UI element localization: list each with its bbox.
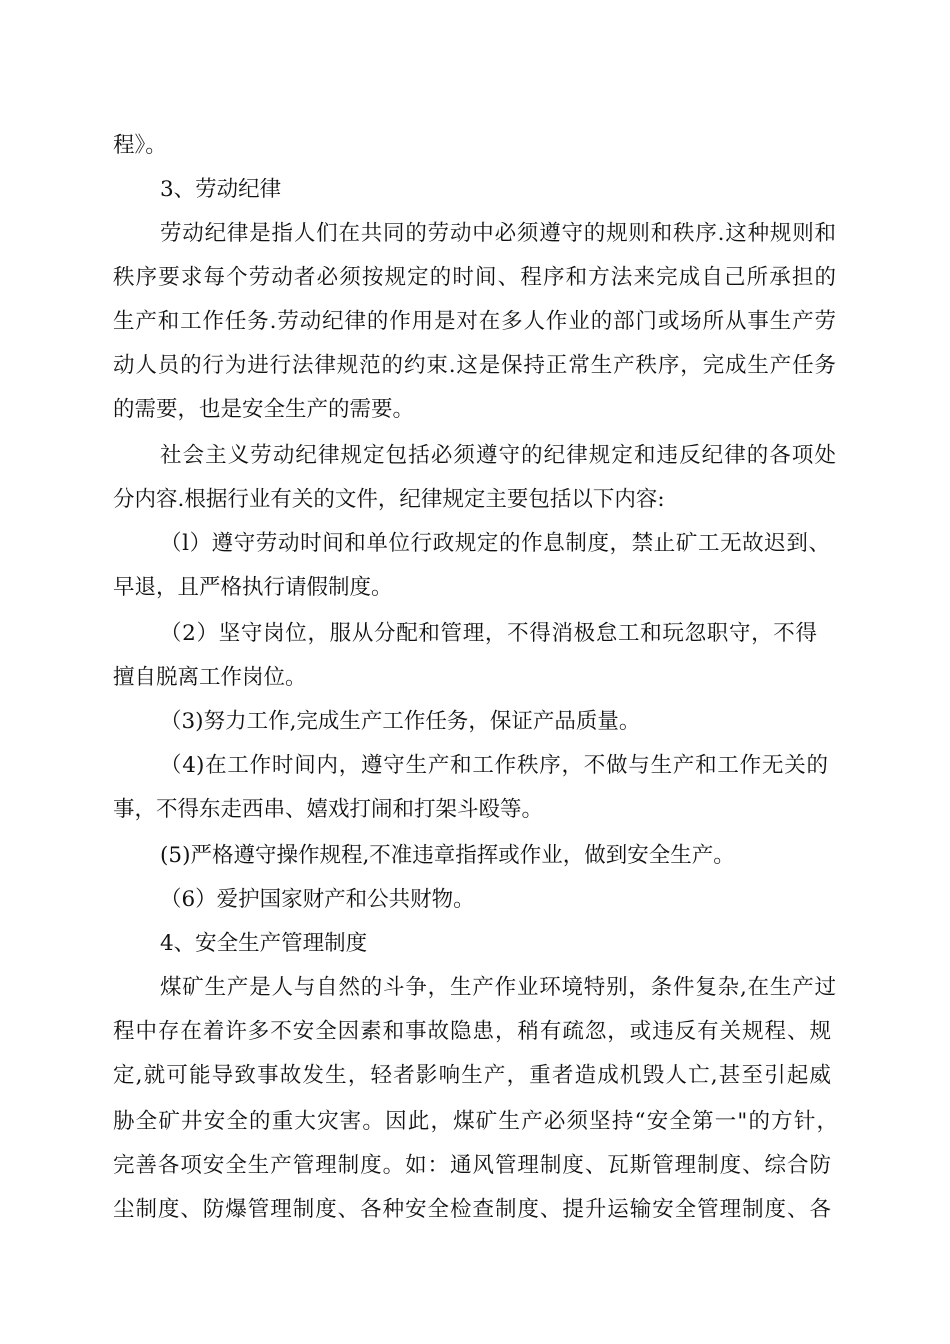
list-item: （3)努力工作,完成生产工作任务，保证产品质量。 <box>160 709 641 734</box>
text-line: 劳动纪律是指人们在共同的劳动中必须遵守的规则和秩序.这种规则和 <box>160 221 836 246</box>
text-line: 擅自脱离工作岗位。 <box>113 665 307 690</box>
list-item: （4)在工作时间内，遵守生产和工作秩序，不做与生产和工作无关的 <box>160 753 828 778</box>
text-line: 定,就可能导致事故发生，轻者影响生产，重者造成机毁人亡,甚至引起威 <box>113 1063 831 1088</box>
text-line: 秩序要求每个劳动者必须按规定的时间、程序和方法来完成自己所承担的 <box>113 265 836 290</box>
list-item: （2）坚守岗位，服从分配和管理，不得消极怠工和玩忽职守，不得 <box>160 621 817 646</box>
text-line: 胁全矿井安全的重大灾害。因此，煤矿生产必须坚持“安全第一"的方针， <box>113 1109 838 1134</box>
text-line: 早退，且严格执行请假制度。 <box>113 575 393 600</box>
text-line: 生产和工作任务.劳动纪律的作用是对在多人作业的部门或场所从事生产劳 <box>113 309 836 334</box>
list-item: （l）遵守劳动时间和单位行政规定的作息制度，禁止矿工无故迟到、 <box>160 531 830 556</box>
section-heading: 4、安全生产管理制度 <box>160 931 368 956</box>
list-item: (5)严格遵守操作规程,不准违章指挥或作业，做到安全生产。 <box>160 843 735 868</box>
text-line: 程》。 <box>113 133 167 158</box>
text-line: 煤矿生产是人与自然的斗争，生产作业环境特别，条件复杂,在生产过 <box>160 975 836 1000</box>
text-line: 动人员的行为进行法律规范的约束.这是保持正常生产秩序，完成生产任务 <box>113 353 836 378</box>
list-item: （6）爱护国家财产和公共财物。 <box>160 887 475 912</box>
text-line: 完善各项安全生产管理制度。如：通风管理制度、瓦斯管理制度、综合防 <box>113 1153 831 1178</box>
text-line: 社会主义劳动纪律规定包括必须遵守的纪律规定和违反纪律的各项处 <box>160 443 836 468</box>
section-heading: 3、劳动纪律 <box>160 177 282 202</box>
text-line: 程中存在着许多不安全因素和事故隐患，稍有疏忽，或违反有关规程、规 <box>113 1019 831 1044</box>
text-line: 事，不得东走西串、嬉戏打闹和打架斗殴等。 <box>113 797 544 822</box>
text-line: 尘制度、防爆管理制度、各种安全检查制度、提升运输安全管理制度、各 <box>113 1197 831 1222</box>
text-line: 分内容.根据行业有关的文件，纪律规定主要包括以下内容: <box>113 487 665 512</box>
text-line: 的需要，也是安全生产的需要。 <box>113 397 415 422</box>
